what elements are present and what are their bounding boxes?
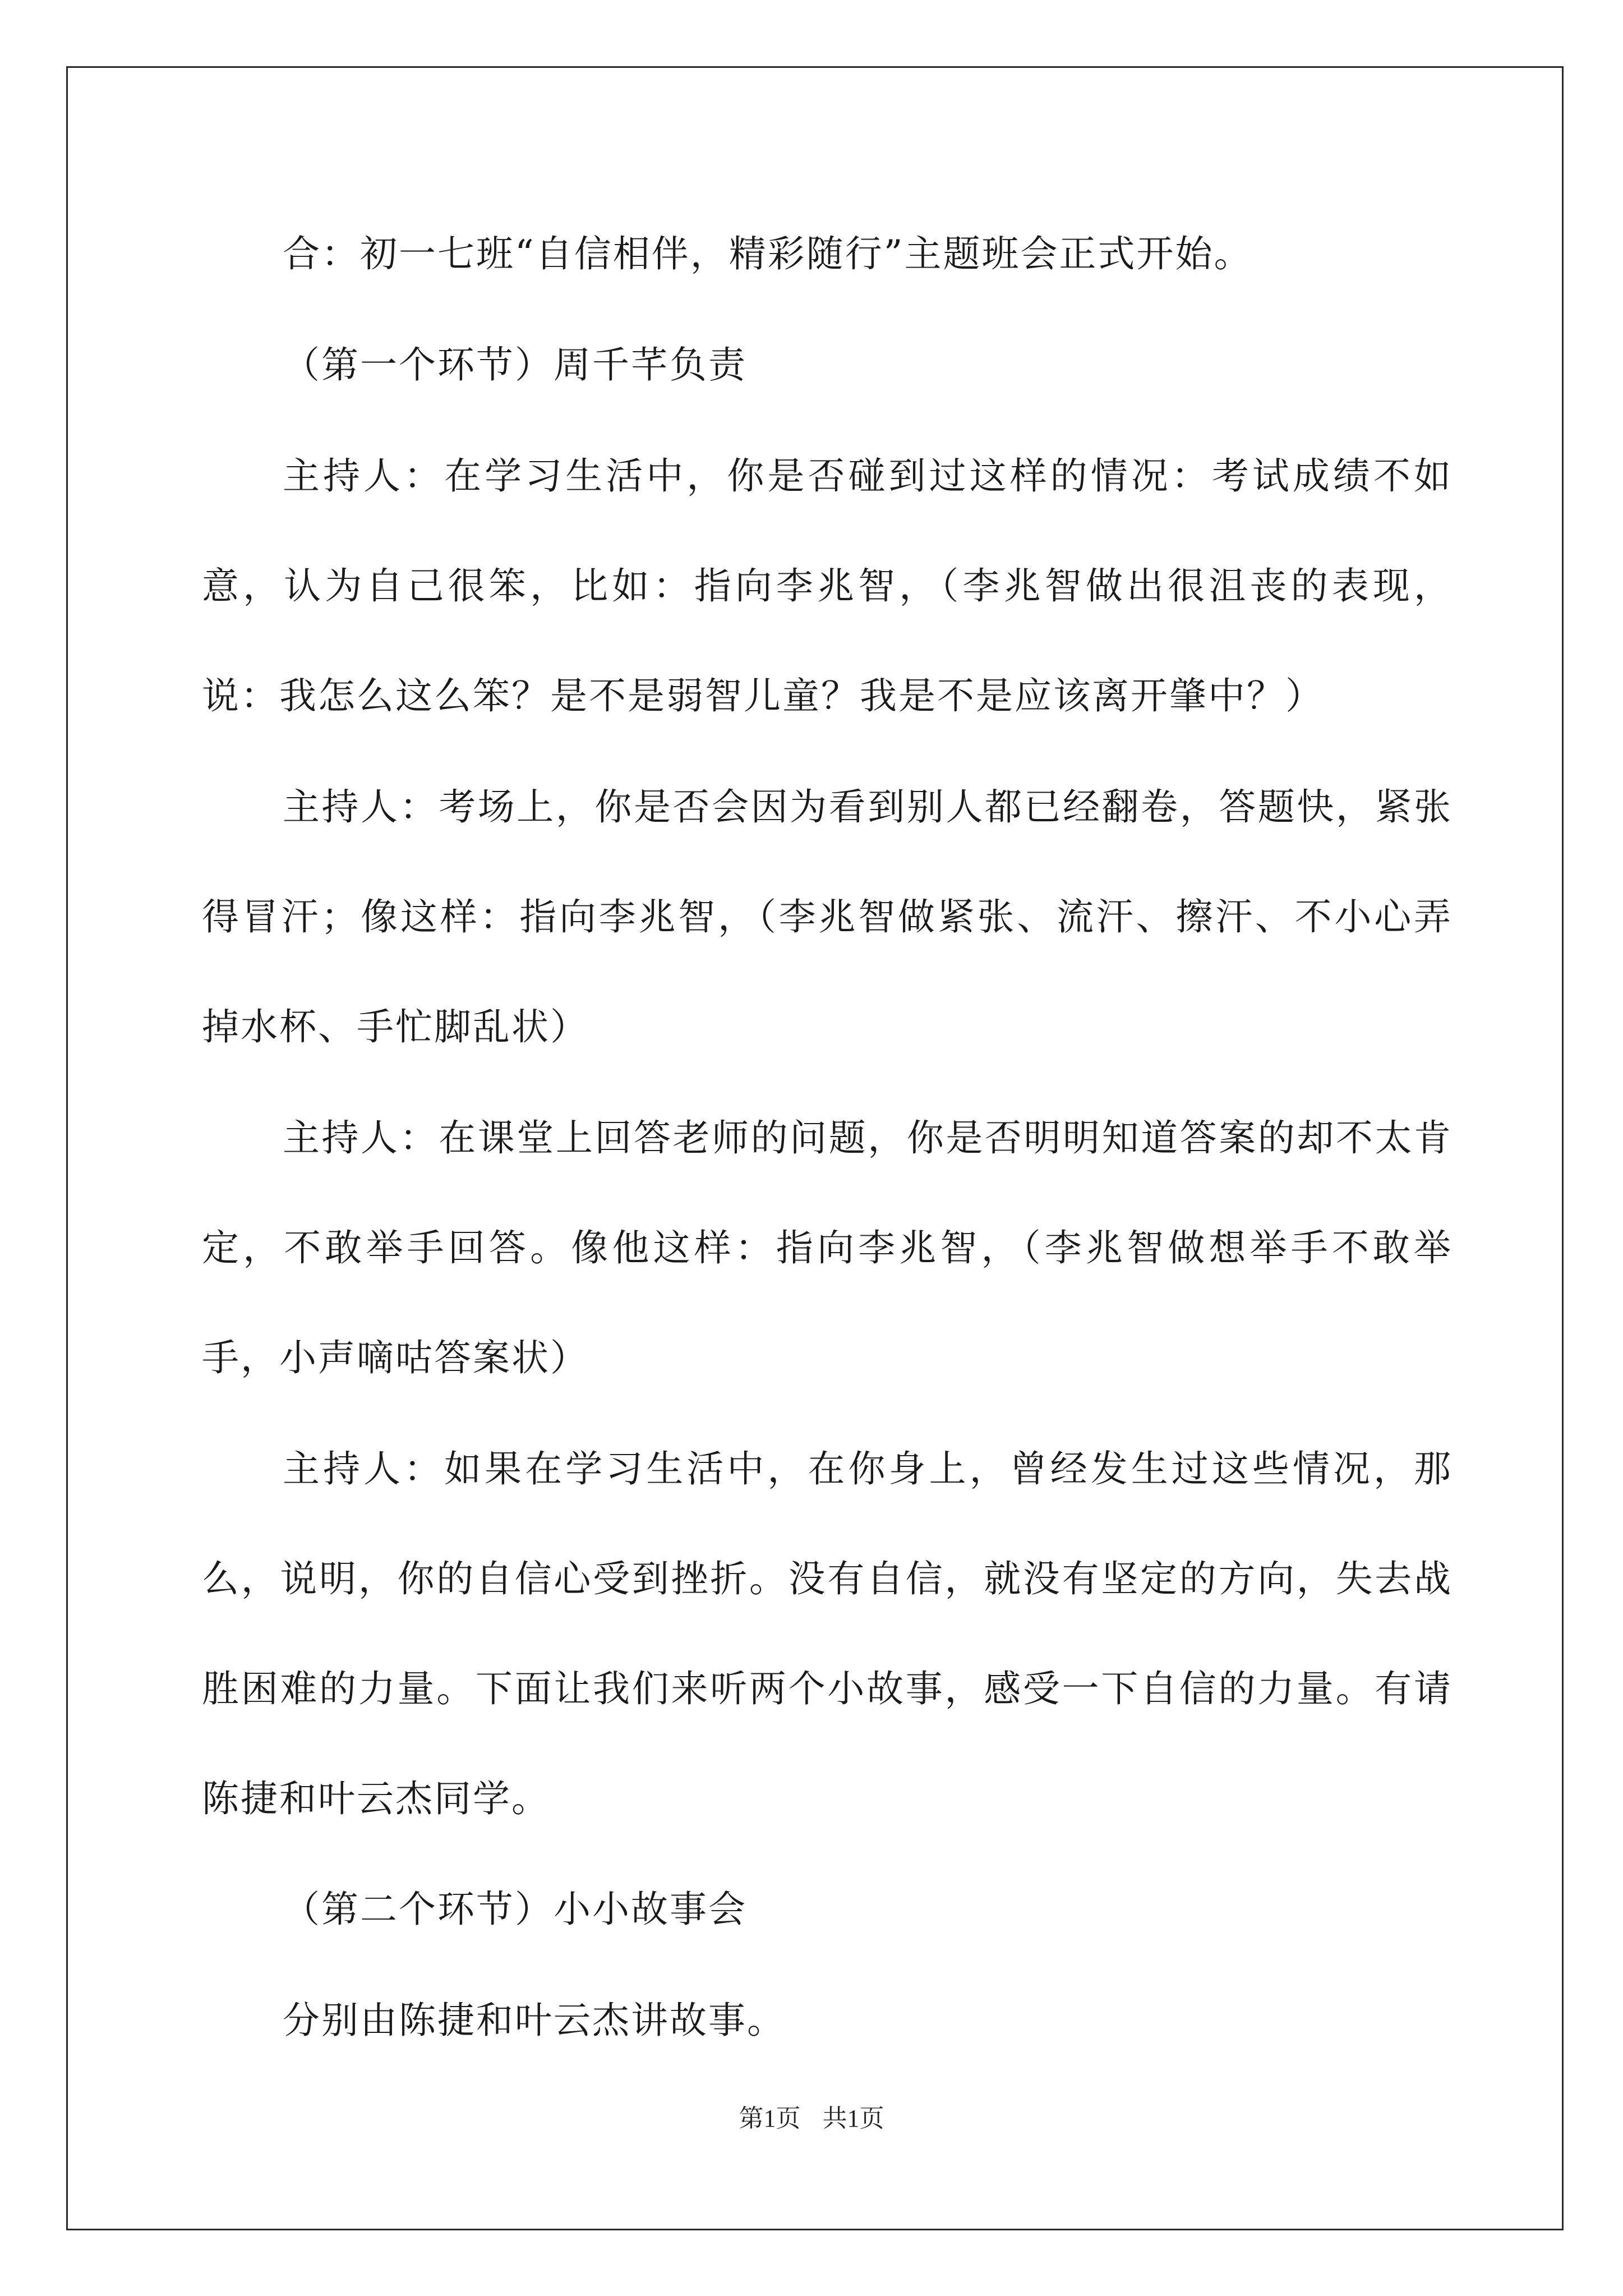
paragraph-section-two-heading: （第二个环节）小小故事会 <box>283 1888 747 1931</box>
paragraph-opening: 合：初一七班“自信相伴，精彩随行”主题班会正式开始。 <box>283 232 1253 275</box>
paragraph-section-one-heading: （第一个环节）周千芊负责 <box>283 343 747 386</box>
page-number: 第1页 <box>739 2105 801 2132</box>
paragraph-host-1: 主持人：在学习生活中，你是否碰到过这样的情况：考试成绩不如意，认为自己很笨，比如：指向李兆智，（李兆智做出很沮丧的表现，说：我怎么这么笨？是不是弱智儿童？我是不是应该离开肇中？） <box>202 454 1453 717</box>
paragraph-story-note: 分别由陈捷和叶云杰讲故事。 <box>283 1999 786 2042</box>
paragraph-host-3: 主持人：在课堂上回答老师的问题，你是否明明知道答案的却不太肯定，不敢举手回答。像他这样：指向李兆智，（李兆智做想举手不敢举手，小声嘀咕答案状） <box>202 1116 1453 1379</box>
paragraph-host-2: 主持人：考场上，你是否会因为看到别人都已经翻卷，答题快，紧张得冒汗；像这样：指向李兆智，（李兆智做紧张、流汗、擦汗、不小心弄掉水杯、手忙脚乱状） <box>202 785 1453 1048</box>
page-footer <box>0 2098 1623 2134</box>
paragraph-host-4: 主持人：如果在学习生活中，在你身上，曾经发生过这些情况，那么，说明，你的自信心受到挫折。没有自信，就没有坚定的方向，失去战胜困难的力量。下面让我们来听两个小故事，感受一下自信的力量。有请陈捷和叶云杰同学。 <box>202 1447 1453 1820</box>
page-total: 共1页 <box>822 2105 884 2132</box>
